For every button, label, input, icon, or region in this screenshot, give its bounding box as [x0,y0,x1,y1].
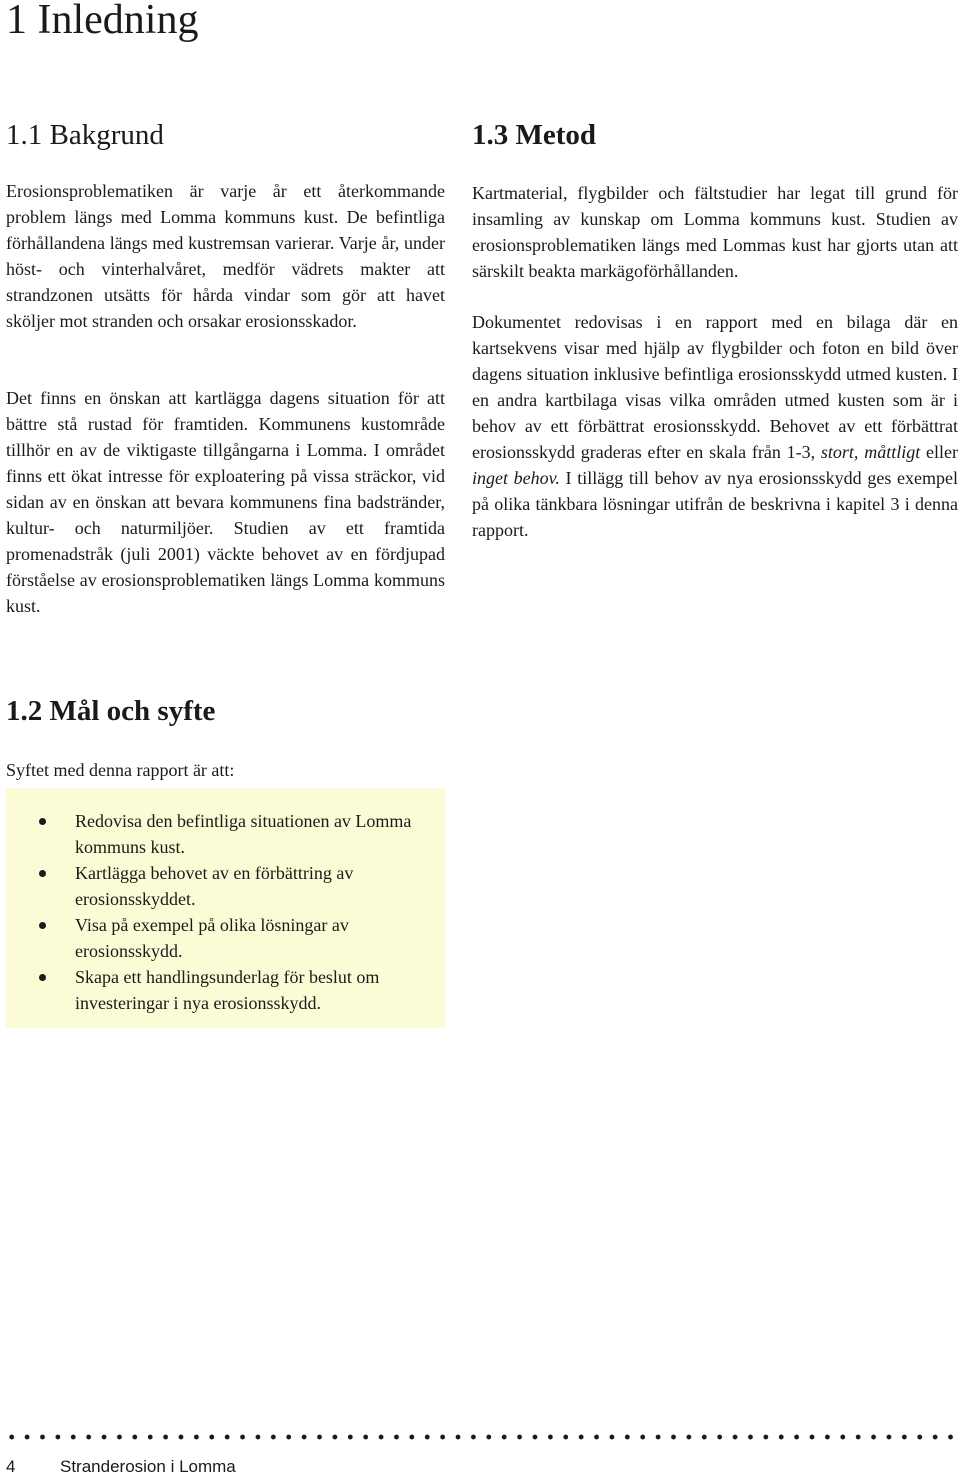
goals-list [6,808,445,1016]
paragraph-metod-2-end: I tillägg till behov av nya erosionsskydd ges exempel på olika tänkbara lösningar utifrån de beskrivna i kapitel 3 i denna rapport. [472,468,958,540]
bullet-icon [39,974,46,981]
bullet-icon [39,922,46,929]
heading-bakgrund: 1.1 Bakgrund [6,119,164,151]
list-item [6,808,445,860]
chapter-title: 1 Inledning [6,0,199,43]
paragraph-metod-2 [472,309,958,543]
bullet-icon [39,870,46,877]
paragraph-syfte-intro: Syftet med denna rapport är att: [6,760,235,780]
page-number: 4 [6,1457,16,1476]
paragraph-bakgrund-2: Det finns en önskan att kartlägga dagens situation för att bättre stå rustad för framtiden. Kommunens kustområde tillhör en av de viktigaste tillgångarna i Lomma. I området finns ett ökat intresse för exploatering på vissa sträckor, vid sidan av en önskan att bevara kommunens fina badstränder, kultur- och naturmiljöer. Studien av ett framtida promenadstråk (juli 2001) väckte behovet av en fördjupad förståelse av erosionsproblematiken längs Lomma kommuns kust. [6,388,445,616]
italic-grade-none: inget behov. [472,468,560,488]
heading-mal-och-syfte: 1.2 Mål och syfte [6,695,216,727]
list-item-text: Redovisa den befintliga situationen av Lomma kommuns kust. [75,811,412,857]
footer-title: Stranderosion i Lomma [60,1457,236,1476]
paragraph-metod-2-text: Dokumentet redovisas i en rapport med en bilaga där en kartsekvens visar med hjälp av flygbilder och foton en bild över dagens situation inklusive befintliga erosionsskydd utmed kusten. I en andra kartbilaga visas vilka områden utmed kusten som är i behov av ett förbättrat erosionsskydd. Behovet av ett förbättrat erosionsskydd graderas efter en skala från 1-3, [472,312,958,462]
heading-metod: 1.3 Metod [472,119,597,151]
paragraph-metod-1: Kartmaterial, flygbilder och fältstudier har legat till grund för insamling av kunskap om Lomma kommuns kust. Studien av erosionsproblematiken längs med Lommas kust har gjorts utan att särskilt beakta markägoförhållanden. [472,183,958,281]
list-item-text: Kartlägga behovet av en förbättring av erosionsskyddet. [75,863,354,909]
list-item-text: Visa på exempel på olika lösningar av erosionsskydd. [75,915,349,961]
list-item [6,860,445,912]
paragraph-metod-2-connector: eller [920,442,959,462]
list-item [6,964,445,1016]
list-item-text: Skapa ett handlingsunderlag för beslut om investeringar i nya erosionsskydd. [75,967,380,1013]
italic-grade-terms: stort, måttligt [820,442,921,462]
paragraph-bakgrund-1: Erosionsproblematiken är varje år ett återkommande problem längs med Lomma kommuns kust. De befintliga förhållandena längs med kustremsan varierar. Varje år, under höst- och vinterhalvåret, medför vädrets makter att strandzonen utsätts för hårda vindar som gör att havet sköljer mot stranden och orsakar erosionsskador. [6,181,445,331]
goals-highlight-box [6,788,445,1028]
footer-dotted-rule [4,1434,956,1440]
bullet-icon [39,818,46,825]
list-item [6,912,445,964]
